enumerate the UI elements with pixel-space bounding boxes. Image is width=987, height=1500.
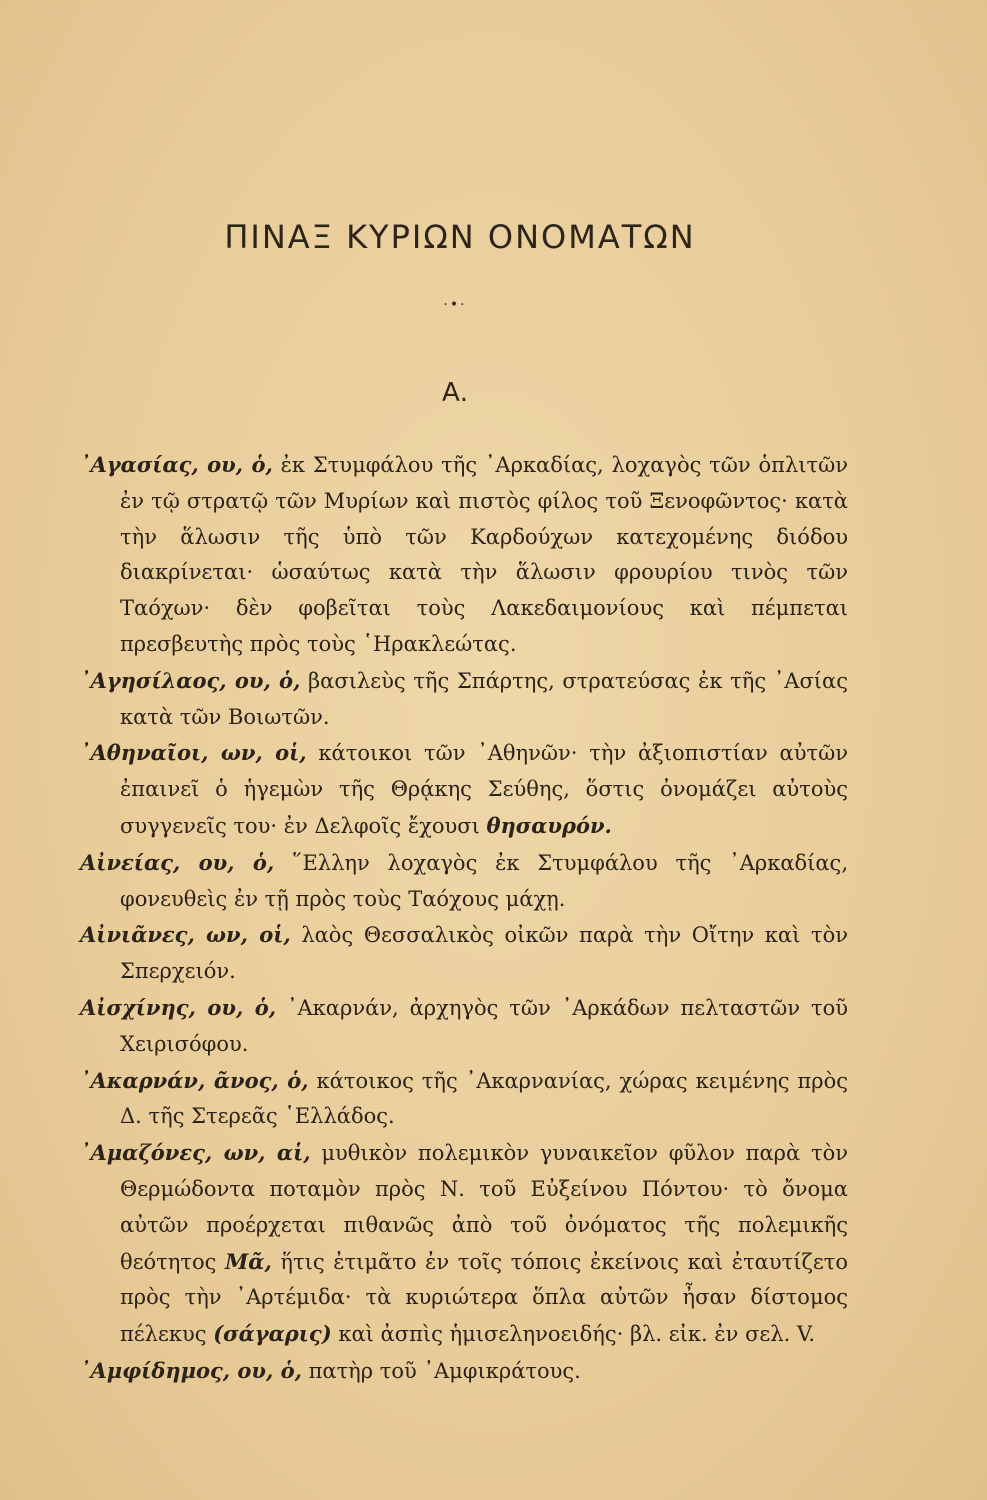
entry-text: μυθικὸν πολεμικὸν γυναικεῖον φῦλον παρὰ τὸν Θερμώδοντα ποταμὸν πρὸς Ν. τοῦ Εὐξείνου Πόντου· τὸ ὄνομα αὐτῶν προέρχεται πιθανῶς ἀπὸ τοῦ ὀνόματος τῆς πολεμικῆς θεότητος: [120, 1141, 848, 1274]
index-entry-aischines: [80, 990, 848, 1063]
entry-emphasis: θησαυρόν.: [486, 812, 612, 838]
entry-headword: ᾿Αγησίλαος, ου, ὁ,: [80, 667, 301, 693]
index-entry-amphidemos: [80, 1353, 848, 1390]
ornament-divider: ·•·: [443, 297, 467, 313]
entry-headword: ᾿Ακαρνάν, ᾶνος, ὁ,: [80, 1067, 309, 1093]
index-entry-aineias: [80, 845, 848, 918]
entry-headword: Αἰσχίνης, ου, ὁ,: [80, 994, 277, 1020]
index-entry-ainianes: [80, 917, 848, 990]
entry-headword: ᾿Αθηναῖοι, ων, οἱ,: [80, 740, 307, 766]
index-entry-akarnan: [80, 1063, 848, 1136]
entry-tail-2: καὶ ἀσπὶς ἡμισεληνοειδής· βλ. εἰκ. ἐν σελ. V.: [331, 1322, 816, 1347]
entry-tail: ἥτις ἐτιμᾶτο ἐν τοῖς τόποις ἐκείνοις καὶ ἐταυτίζετο πρὸς τὴν ᾿Αρτέμιδα· τὰ κυριώτερα ὅπλα αὐτῶν ἦσαν δίστομος πέλεκυς: [120, 1249, 849, 1347]
entry-text: βασιλεὺς τῆς Σπάρτης, στρατεύσας ἐκ τῆς ᾿Ασίας κατὰ τῶν Βοιωτῶν.: [120, 668, 848, 729]
entry-headword: ᾿Αμφίδημος, ου, ὁ,: [80, 1357, 302, 1383]
entry-text: ῞Ελλην λοχαγὸς ἐκ Στυμφάλου τῆς ᾿Αρκαδίας, φονευθεὶς ἐν τῇ πρὸς τοὺς Ταόχους μάχῃ.: [120, 850, 848, 911]
entry-headword: Αἰνιᾶνες, ων, οἱ,: [80, 922, 291, 948]
entry-text: πατὴρ τοῦ ᾿Αμφικράτους.: [301, 1358, 581, 1383]
entry-headword: Αἰνείας, ου, ὁ,: [80, 849, 275, 875]
entry-text: κάτοικος τῆς ᾿Ακαρνανίας, χώρας κειμένης πρὸς Δ. τῆς Στερεᾶς ῾Ελλάδος.: [120, 1068, 848, 1129]
index-entry-agasias: [80, 447, 848, 663]
entry-text: λαὸς Θεσσαλικὸς οἰκῶν παρὰ τὴν Οἴτην καὶ τὸν Σπερχειόν.: [120, 923, 849, 984]
section-letter: Α.: [441, 378, 469, 408]
entry-text: ᾿Ακαρνάν, ἀρχηγὸς τῶν ᾿Αρκάδων πελταστῶν τοῦ Χειρισόφου.: [120, 995, 848, 1056]
entry-headword: ᾿Αμαζόνες, ων, αἱ,: [80, 1140, 311, 1166]
entry-text: κάτοικοι τῶν ᾿Αθηνῶν· τὴν ἀξιοπιστίαν αὐτῶν ἐπαινεῖ ὁ ἡγεμὼν τῆς Θρᾴκης Σεύθης, ὅστις ὀνομάζει αὐτοὺς συγγενεῖς του· ἐν Δελφοῖς ἔχουσι: [120, 741, 848, 838]
page-title: ΠΙΝΑΞ ΚΥΡΙΩΝ ΟΝΟΜΑΤΩΝ: [224, 218, 696, 256]
index-entry-agesilaos: [80, 663, 848, 736]
entry-text: ἐκ Στυμφάλου τῆς ᾿Αρκαδίας, λοχαγὸς τῶν ὁπλιτῶν ἐν τῷ στρατῷ τῶν Μυρίων καὶ πιστὸς φίλος τοῦ Ξενοφῶντος· κατὰ τὴν ἅλωσιν τῆς ὑπὸ τῶν Καρδούχων κατεχομένης διόδου διακρίνεται· ὡσαύτως κατὰ τὴν ἅλωσιν φρουρίου τινὸς τῶν Ταόχων· δὲν φοβεῖται τοὺς Λακεδαιμονίους καὶ πέμπεται πρεσβευτὴς πρὸς τοὺς ῾Ηρακλεώτας.: [120, 453, 848, 656]
entry-headword: ᾿Αγασίας, ου, ὁ,: [80, 452, 273, 477]
entry-emphasis: Μᾶ,: [225, 1248, 272, 1274]
index-entries: [80, 447, 848, 1390]
entry-emphasis-2: (σάγαρις): [213, 1321, 332, 1347]
index-entry-athenaioi: [80, 735, 848, 844]
index-entry-amazones: [80, 1135, 848, 1353]
